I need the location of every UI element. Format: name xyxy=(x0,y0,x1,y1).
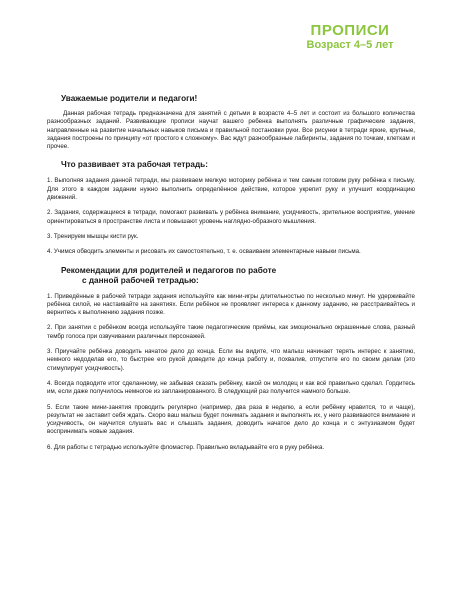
section1-item: 4. Учимся обводить элементы и рисовать их самостоятельно, т. е. осваиваем элементарные навыки письма. xyxy=(47,248,361,256)
section1-heading: Что развивает эта рабочая тетрадь: xyxy=(61,160,208,170)
document-body xyxy=(47,94,415,459)
greeting-heading: Уважаемые родители и педагоги! xyxy=(61,94,198,103)
section2-heading xyxy=(47,266,415,286)
page-title: ПРОПИСИ xyxy=(310,22,390,39)
page-header xyxy=(250,23,450,52)
section1-item: 3. Тренируем мышцы кисти рук. xyxy=(47,232,139,240)
section1-item: 2. Задания, содержащиеся в тетради, помогают развивать у ребёнка внимание, усидчивость, зрительное восприятие, умение ориентироваться в пространстве листа и повышают уровень наглядно-образного мышления. xyxy=(47,209,415,225)
section2-item: 1. Приведённые в рабочей тетради задания используйте как мини-игры длительностью по несколько минут. Не удерживайте ребёнка силой, не настаивайте на занятиях. Если ребёнок не проявляет интереса к данному заданию, не расстраивайтесь и вернитесь к выполнению задания позже. xyxy=(47,292,415,317)
section2-item: 2. При занятии с ребёнком всегда используйте такие педагогические приёмы, как эмоционально окрашенные слова, разный тембр голоса при озвучивании различных персонажей. xyxy=(47,324,415,340)
section2-item: 6. Для работы с тетрадью используйте фломастер. Правильно вкладывайте его в руку ребёнка. xyxy=(47,443,325,451)
section2-heading-line1: Рекомендации для родителей и педагогов по работе xyxy=(61,265,277,275)
section2-item: 3. Приучайте ребёнка доводить начатое дело до конца. Если вы видите, что малыш начинает терять интерес к занятию, немного недоделав его, то быстрее его рукой доведите до конца работу и, похвалив, отпустите его по своим делам (это стимулирует усидчивость). xyxy=(47,348,415,372)
section2-heading-line2: с данной рабочей тетрадью: xyxy=(82,275,199,285)
section1-item: 1. Выполняя задания данной тетради, мы развиваем мелкую моторику ребёнка и тем самым готовим руку ребёнка к письму. Для этого в каждом задании нужно выполнить определённое действие, которое укрепит руку и улучшит координацию движений. xyxy=(47,177,415,202)
intro-paragraph: Данная рабочая тетрадь предназначена для занятий с детьми в возрасте 4–5 лет и состоит из большого количества разнообразных заданий. Развивающие прописи научат вашего ребенка выполнять различные графические задания, направленные на развитие начальных навыков письма и правильной постановки руки. Все рисунки в тетради яркие, крупные, задания построены по принципу «от простого к сложному». Вас ждут разнообразные лабиринты, задания по точкам, клеткам и прочее. xyxy=(47,110,415,151)
page-subtitle: Возраст 4–5 лет xyxy=(306,39,394,51)
section2-item: 4. Всегда подводите итог сделанному, не забывая сказать ребёнку, какой он молодец и как всё правильно сделал. Гордитесь им, если даже получилось немногое из запланированного. В следующий раз получится намного больше. xyxy=(47,379,415,396)
section2-item: 5. Если такие мини-занятия проводить регулярно (например, два раза в неделю, а если ребёнку нравится, то и чаще), результат не заставит себя ждать. Скоро ваш малыш будет понимать задания и выполнять их, у него развиваются внимание и усидчивость, он научится слушать вас и слышать задания, доводить начатое дело до конца и с энтузиазмом будет воспринимать новые задания. xyxy=(47,403,415,436)
